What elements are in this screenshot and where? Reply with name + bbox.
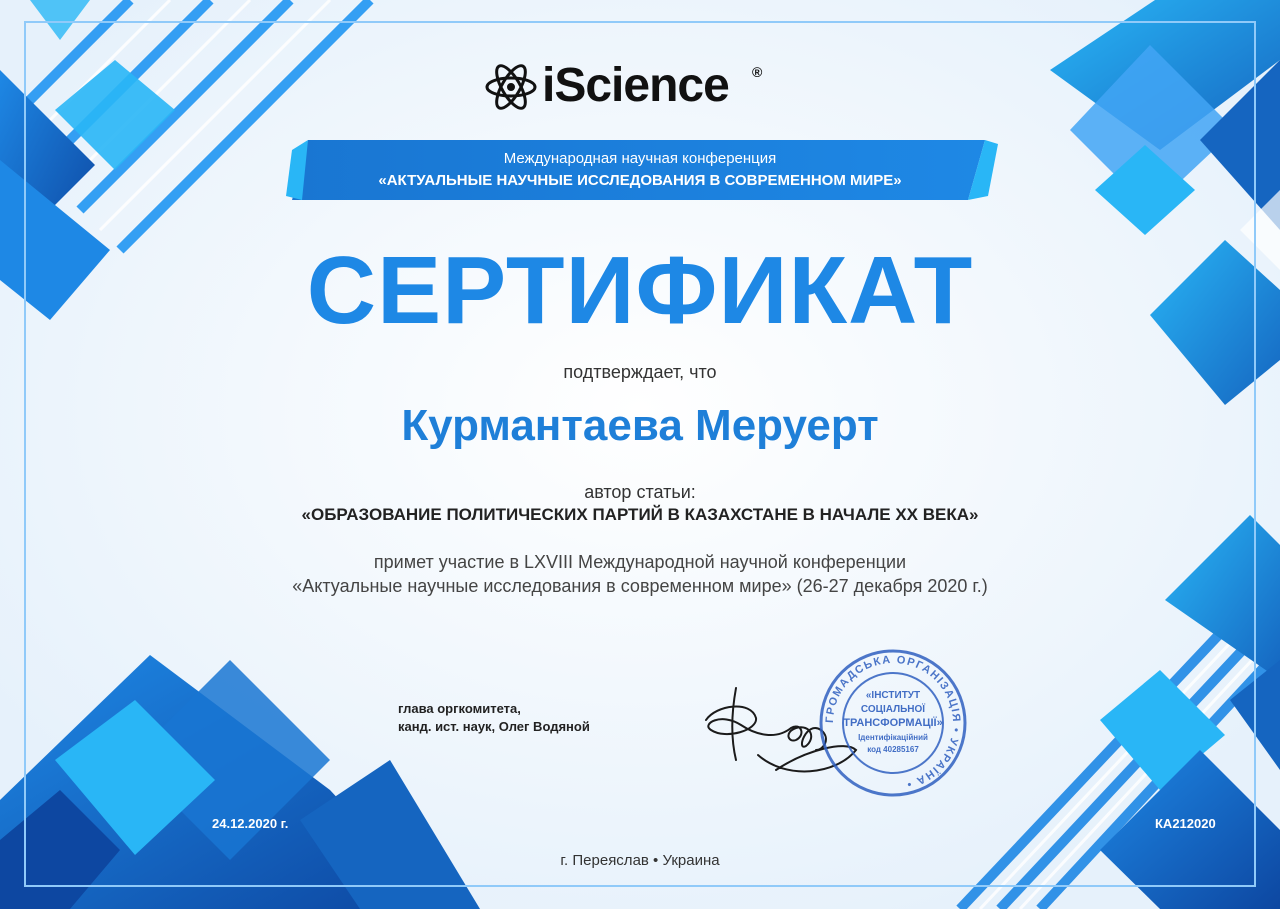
location-text: г. Переяслав • Украина xyxy=(560,852,720,869)
participation-text xyxy=(0,550,1280,598)
atom-icon xyxy=(484,60,538,114)
issue-date: 24.12.2020 г. xyxy=(212,816,289,831)
registered-mark: ® xyxy=(752,64,763,80)
signer-name: канд. ист. наук, Олег Водяной xyxy=(398,719,590,734)
signer-block xyxy=(398,700,590,736)
stamp-line-1: «ІНСТИТУТ xyxy=(865,690,921,701)
logo-wordmark: iScience xyxy=(542,59,729,112)
stamp-line-3: ТРАНСФОРМАЦІЇ» xyxy=(843,717,943,729)
stamp-ring-text: ГРОМАДСЬКА ОРГАНІЗАЦІЯ • УКРАЇНА • xyxy=(823,653,963,791)
participation-line-1: примет участие в LXVIII Международной научной конференции xyxy=(373,552,907,572)
confirms-text: подтверждает, что xyxy=(563,362,717,382)
recipient-name: Курмантаева Меруерт xyxy=(401,401,879,450)
iscience-logo xyxy=(484,58,784,114)
stamp-line-2: СОЦІАЛЬНОЇ xyxy=(860,704,926,715)
stamp-line-5: код 40285167 xyxy=(867,745,919,754)
stamp-line-4: Ідентифікаційний xyxy=(858,733,928,742)
participation-line-2: «Актуальные научные исследования в современном мире» (26-27 декабря 2020 г.) xyxy=(292,576,988,596)
conference-name: «АКТУАЛЬНЫЕ НАУЧНЫЕ ИССЛЕДОВАНИЯ В СОВРЕМЕННОМ МИРЕ» xyxy=(378,172,902,189)
signer-role: глава оргкомитета, xyxy=(398,701,521,716)
conference-type: Международная научная конференция xyxy=(503,150,777,167)
official-stamp xyxy=(818,648,968,798)
certificate-code: КА212020 xyxy=(1155,816,1216,831)
author-label: автор статьи: xyxy=(584,482,696,502)
certificate-title: СЕРТИФИКАТ xyxy=(306,237,974,344)
article-title: «ОБРАЗОВАНИЕ ПОЛИТИЧЕСКИХ ПАРТИЙ В КАЗАХСТАНЕ В НАЧАЛЕ XX ВЕКА» xyxy=(301,505,979,524)
